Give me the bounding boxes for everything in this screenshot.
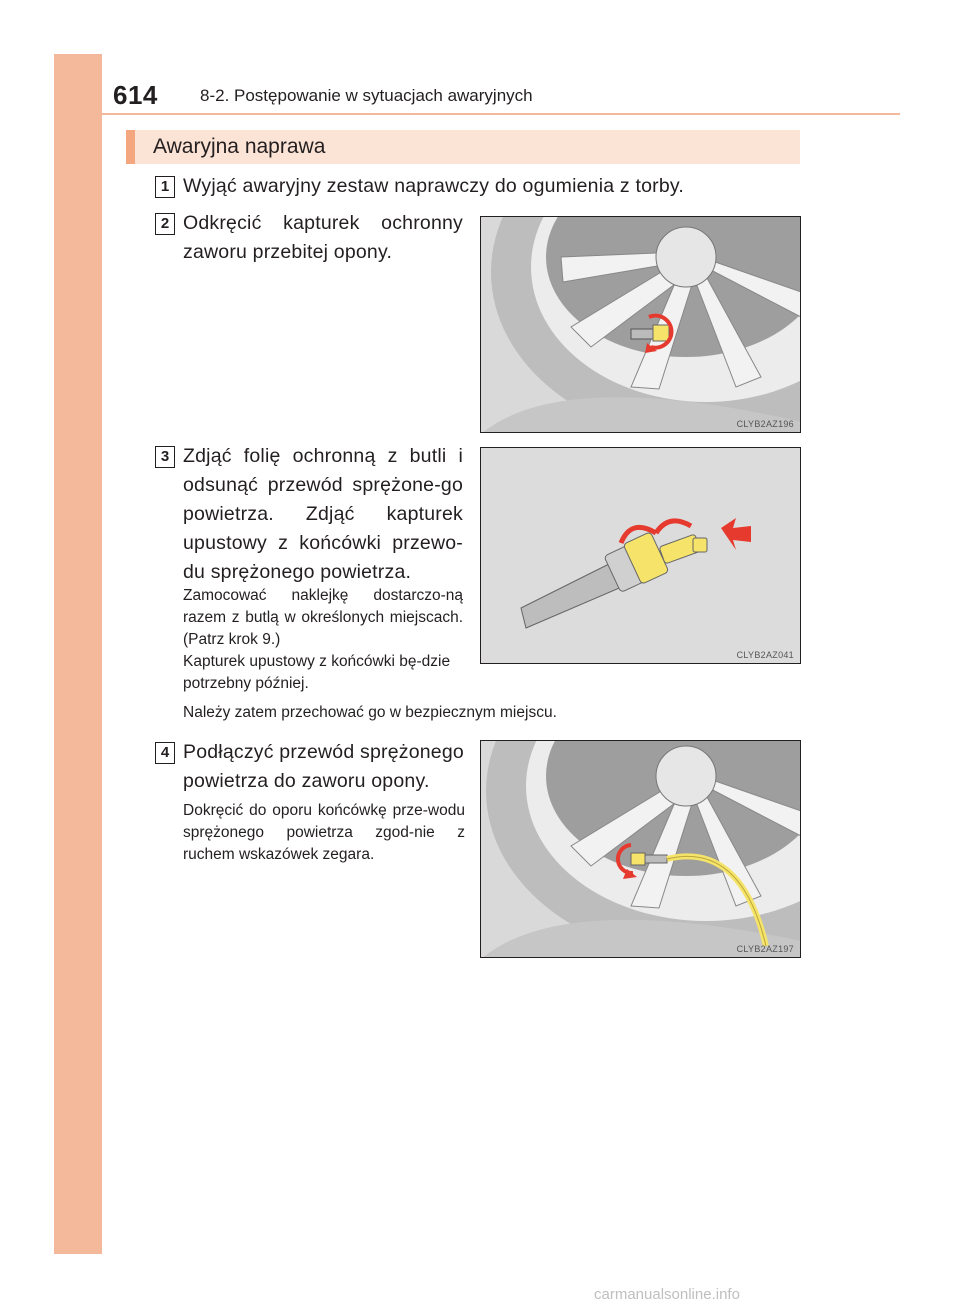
step-3-note-3: Należy zatem przechować go w bezpiecznym miejscu. <box>183 704 557 721</box>
step-2-number: 2 <box>155 213 175 235</box>
section-heading <box>126 130 800 164</box>
section-title: Awaryjna naprawa <box>153 135 326 158</box>
figure-code: CLYB2AZ197 <box>736 944 794 954</box>
step-1-text: Wyjąć awaryjny zestaw naprawczy do ogumienia z torby. <box>183 175 685 197</box>
page-number: 614 <box>113 80 158 110</box>
side-strip <box>54 54 102 1254</box>
watermark: carmanualsonline.info <box>594 1286 740 1303</box>
figure-code: CLYB2AZ196 <box>736 419 794 429</box>
chapter-title: 8-2. Postępowanie w sytuacjach awaryjnych <box>200 86 533 105</box>
wheel-hose-illustration <box>481 741 801 958</box>
hose-illustration <box>481 448 801 664</box>
figure-hose-connect <box>480 740 801 958</box>
step-3-note-1: Zamocować naklejkę dostarczo-ną razem z butlą w określonych miejscach. (Patrz krok 9.) <box>183 587 463 648</box>
step-1-number: 1 <box>155 176 175 198</box>
step-4-note: Dokręcić do oporu końcówkę prze-wodu sprężonego powietrza zgod-nie z ruchem wskazówek zegara. <box>183 802 465 863</box>
step-3-text: Zdjąć folię ochronną z butli i odsunąć przewód sprężone-go powietrza. Zdjąć kapturek upustowy z końcówki przewo-du sprężonego powietrza. <box>183 445 463 583</box>
header-divider <box>102 113 900 115</box>
figure-hose-cap <box>480 447 801 664</box>
step-3-note-2: Kapturek upustowy z końcówki bę-dzie potrzebny później. <box>183 653 451 692</box>
step-3-number: 3 <box>155 446 175 468</box>
wheel-valve-illustration <box>481 217 801 433</box>
figure-code: CLYB2AZ041 <box>736 650 794 660</box>
step-4-text: Podłączyć przewód sprężonego powietrza do zaworu opony. <box>183 741 464 792</box>
step-4-number: 4 <box>155 742 175 764</box>
figure-valve-cap <box>480 216 801 433</box>
step-2-text: Odkręcić kapturek ochronny zaworu przebitej opony. <box>183 212 463 263</box>
